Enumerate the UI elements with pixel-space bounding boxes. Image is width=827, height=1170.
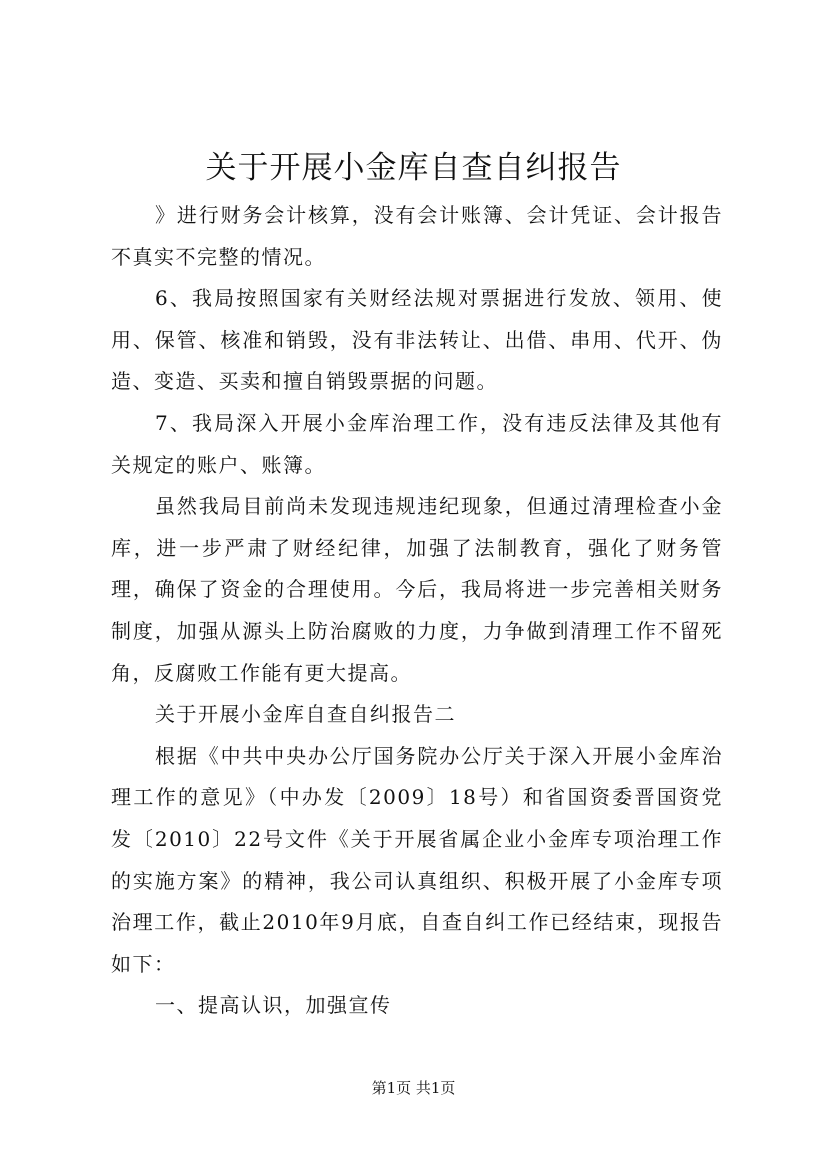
paragraph-basis: 根据《中共中央办公厅国务院办公厅关于深入开展小金库治理工作的意见》（中办发〔2009〕18号）和省国资委晋国资党发〔2010〕22号文件《关于开展省属企业小金库专项治理工作的实施方案》的精神，我公司认真组织、积极开展了小金库专项治理工作，截止2010年9月底，自查自纠工作已经结束，现报告如下： (111, 743, 723, 976)
paragraph-item-6: 6、我局按照国家有关财经法规对票据进行发放、领用、使用、保管、核准和销毁，没有非法转让、出借、串用、代开、伪造、变造、买卖和擅自销毁票据的问题。 (111, 286, 723, 394)
page-number-footer: 第1页 共1页 (371, 1079, 456, 1097)
document-body (111, 195, 723, 1027)
paragraph-item-7: 7、我局深入开展小金库治理工作，没有违反法律及其他有关规定的账户、账簿。 (111, 410, 723, 477)
section-title-report-two: 关于开展小金库自查自纠报告二 (155, 702, 456, 727)
heading-section-one: 一、提高认识，加强宣传 (155, 993, 392, 1018)
document-title: 关于开展小金库自查自纠报告 (205, 150, 622, 186)
paragraph-accounting: 》进行财务会计核算，没有会计账簿、会计凭证、会计报告不真实不完整的情况。 (111, 203, 723, 269)
paragraph-conclusion: 虽然我局目前尚未发现违规违纪现象，但通过清理检查小金库，进一步严肃了财经纪律，加强了法制教育，强化了财务管理，确保了资金的合理使用。今后，我局将进一步完善相关财务制度，加强从源头上防治腐败的力度，力争做到清理工作不留死角，反腐败工作能有更大提高。 (111, 494, 723, 685)
